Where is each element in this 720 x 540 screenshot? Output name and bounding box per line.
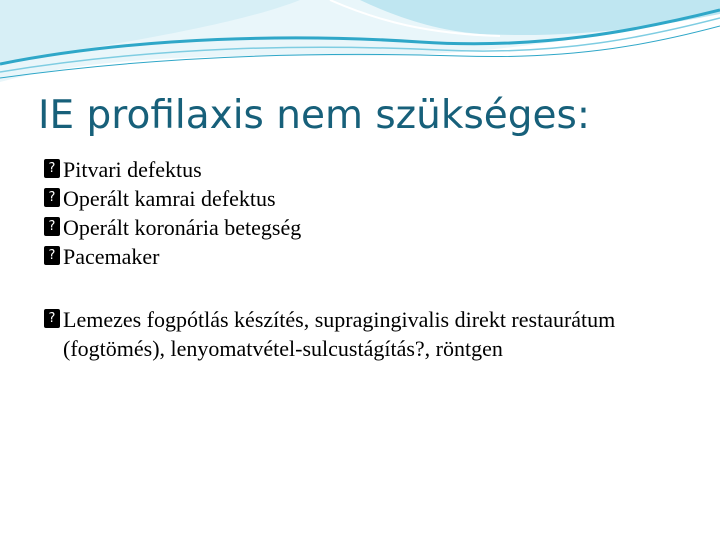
- bullet-text: Operált kamrai defektus: [63, 186, 276, 211]
- list-item: [44, 242, 684, 271]
- bullet-text: Pacemaker: [63, 244, 160, 269]
- slide-title: IE profilaxis nem szükséges:: [38, 93, 590, 138]
- list-item: [44, 213, 684, 242]
- spacer: [44, 271, 684, 305]
- bullet-icon: ?: [44, 159, 60, 178]
- note-text: Lemezes fogpótlás készítés, supragingivalis direkt restaurátum (fogtömés), lenyomatvétel-sulcustágítás?, röntgen: [63, 307, 616, 361]
- bullet-text: Pitvari defektus: [63, 157, 202, 182]
- bullet-list: [44, 155, 684, 363]
- bullet-icon: ?: [44, 188, 60, 207]
- bullet-text: Operált koronária betegség: [63, 215, 302, 240]
- list-item: [44, 184, 684, 213]
- list-item: [44, 305, 684, 363]
- bullet-icon: ?: [44, 246, 60, 265]
- header-wave-decoration: [0, 0, 720, 90]
- bullet-icon: ?: [44, 217, 60, 236]
- bullet-icon: ?: [44, 309, 60, 328]
- list-item: [44, 155, 684, 184]
